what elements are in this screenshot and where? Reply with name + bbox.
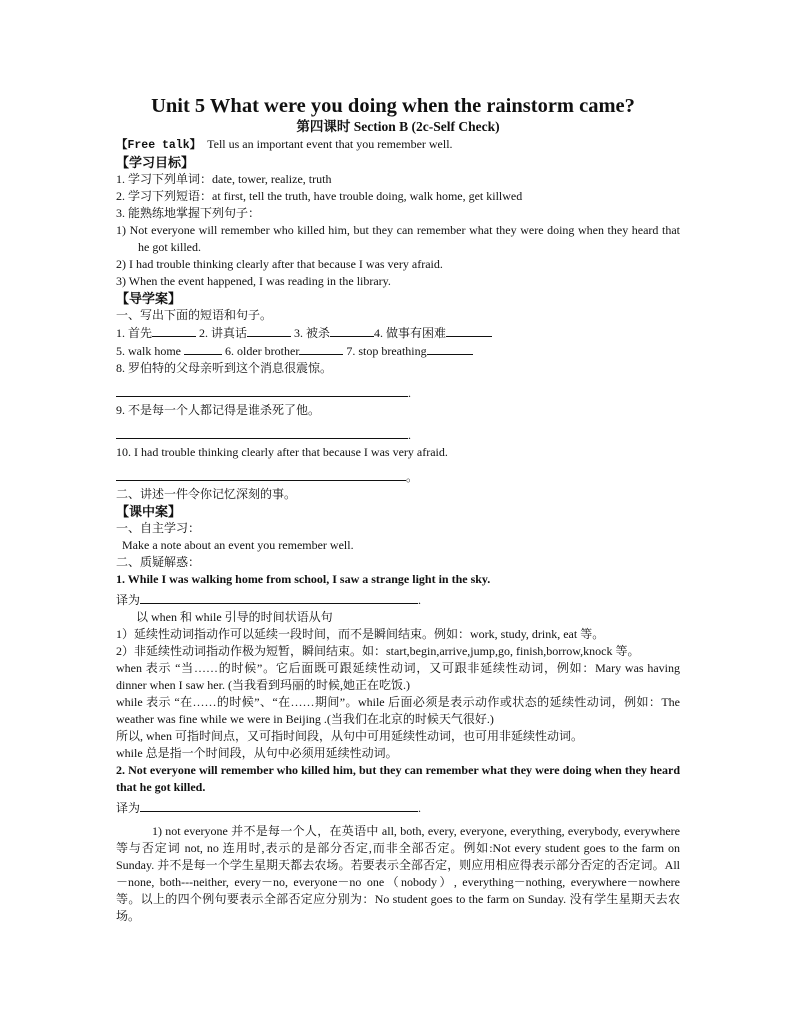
example-1-point-6: while 总是指一个时间段，从句中必须用延续性动词。 — [116, 746, 398, 760]
example-1-point-2: 2）非延续性动词指动作极为短暂，瞬间结束。如：start,begin,arrive,jump,go, finish,borrow,knock 等。 — [116, 644, 640, 658]
phrase-1: 1. 首先 — [116, 326, 153, 340]
answer-9-line — [116, 423, 680, 444]
answer-10-dot: 。 — [406, 470, 419, 484]
answer-9-dot: . — [408, 428, 411, 442]
example-1-translate-blank[interactable] — [140, 588, 418, 604]
goal-sentences: 3. 能熟练地掌握下列句子： — [116, 206, 261, 220]
example-2-translate-blank[interactable] — [140, 796, 418, 812]
class-heading: 【课中案】 — [116, 504, 182, 519]
example-1-point-1: 1）延续性动词指动作可以延续一段时间，而不是瞬间结束。例如：work, study, drink, eat 等。 — [116, 627, 605, 641]
phrase-row-2 — [116, 342, 680, 360]
translate-label-2: 译为 — [116, 801, 141, 815]
goal-words: 1. 学习下列单词：date, tower, realize, truth — [116, 172, 332, 186]
example-2-dot: . — [418, 801, 422, 815]
free-talk-line — [116, 136, 680, 154]
question-9: 9. 不是每一个人都记得是谁杀死了他。 — [116, 403, 321, 417]
goal-sentence-1: 1) Not everyone will remember who killed him, but they can remember what they were doing when they heard that he got killed. — [116, 223, 680, 254]
example-1: 1. While I was walking home from school, I saw a strange light in the sky. — [116, 572, 491, 586]
analysis-heading: 二、质疑解惑： — [116, 555, 201, 569]
phrase-2: 2. 讲真话 — [199, 326, 248, 340]
answer-10-line — [116, 465, 680, 486]
phrase-3-blank[interactable] — [330, 324, 374, 337]
phrase-7: 7. stop breathing — [346, 344, 427, 358]
example-2: 2. Not everyone will remember who killed him, but they can remember what they were doing when they heard that he got killed. — [116, 763, 680, 794]
question-8: 8. 罗伯特的父母亲听到这个消息很震惊。 — [116, 361, 333, 375]
answer-9-blank[interactable] — [116, 423, 408, 439]
phrase-5: 5. walk home — [116, 344, 181, 358]
example-2-translate — [116, 796, 680, 817]
phrase-6: 6. older brother — [225, 344, 300, 358]
example-1-translate — [116, 588, 680, 609]
free-talk-text: Tell us an important event that you remember well. — [207, 137, 453, 151]
goal-sentence-3: 3) When the event happened, I was reading in the library. — [116, 274, 391, 288]
phrase-7-blank[interactable] — [427, 342, 473, 355]
goal-phrases: 2. 学习下列短语：at first, tell the truth, have trouble doing, walk home, get killwed — [116, 189, 523, 203]
question-10: 10. I had trouble thinking clearly after that because I was very afraid. — [116, 445, 448, 459]
goals-heading: 【学习目标】 — [116, 155, 195, 170]
worksheet-document — [116, 94, 680, 925]
phrase-4-blank[interactable] — [446, 324, 492, 337]
page-title: Unit 5 What were you doing when the rainstorm came? — [151, 95, 635, 117]
guide-part2: 二、讲述一件令你记忆深刻的事。 — [116, 487, 297, 501]
page-subtitle: 第四课时 Section B (2c-Self Check) — [296, 119, 500, 134]
answer-8-dot: . — [408, 386, 411, 400]
phrase-4: 4. 做事有困难 — [374, 326, 447, 340]
example-1-point-4: while 表示 “在……的时候”、“在……期间”。while 后面必须是表示动作或状态的延续性动词，例如：The weather was fine while we were in Beijing .(当我们在北京的时候天气很好.) — [116, 695, 680, 726]
self-study-note: Make a note about an event you remember well. — [122, 538, 354, 552]
phrase-row-1 — [116, 324, 680, 342]
example-1-dot: . — [418, 593, 422, 607]
example-1-point-3: when 表示 “当……的时候”。它后面既可跟延续性动词，又可跟非延续性动词，例如：Mary was having dinner when I saw her. (当我看到玛丽的时候,她正在吃饭.) — [116, 661, 680, 692]
goal-sentence-2: 2) I had trouble thinking clearly after that because I was very afraid. — [116, 257, 443, 271]
example-2-point-1: 1) not everyone 并不是每一个人，在英语中 all, both, every, everyone, everything, everybody, everywhere 等与否定词 not, no 连用时,表示的是部分否定,而非全部否定。例如:Not every student goes to the farm on Sunday. 并不是每一个学生星期天都去农场。若要表示全部否定，则应用相应得表示部分否定的否定词。All－none, both---neither, every－no, everyone－no one（nobody）, everything－nothing, everywhere－nowhere 等。以上的四个例句要表示全部否定应分别为：No student goes to the farm on Sunday. 没有学生星期天去农场。 — [116, 824, 680, 923]
phrase-6-blank[interactable] — [299, 342, 343, 355]
answer-8-blank[interactable] — [116, 381, 408, 397]
example-1-topic: 以 when 和 while 引导的时间状语从句 — [136, 610, 333, 624]
phrase-2-blank[interactable] — [247, 324, 291, 337]
guide-heading: 【导学案】 — [116, 291, 182, 306]
phrase-3: 3. 被杀 — [294, 326, 331, 340]
phrase-1-blank[interactable] — [152, 324, 196, 337]
answer-8-line — [116, 381, 680, 402]
example-1-point-5: 所以, when 可指时间点，又可指时间段，从句中可用延续性动词，也可用非延续性动词。 — [116, 729, 583, 743]
self-study-heading: 一、自主学习： — [116, 521, 201, 535]
free-talk-label: 【Free talk】 — [116, 139, 202, 152]
translate-label: 译为 — [116, 593, 141, 607]
answer-10-blank[interactable] — [116, 465, 406, 481]
phrase-5-blank[interactable] — [184, 342, 222, 355]
guide-part1: 一、写出下面的短语和句子。 — [116, 308, 273, 322]
